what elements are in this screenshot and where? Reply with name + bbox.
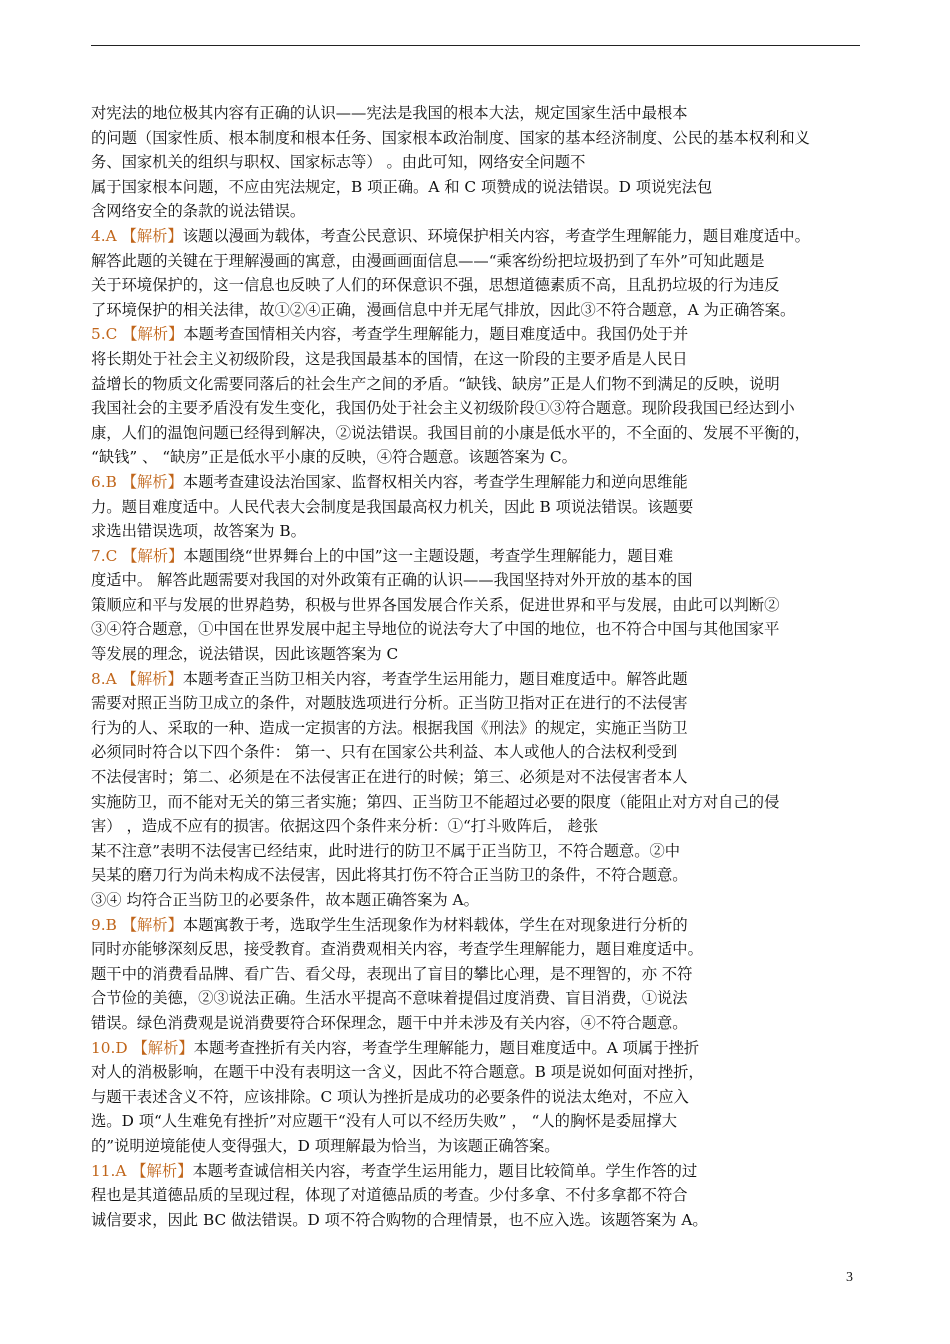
text-line (91, 617, 871, 642)
answer-explanations (91, 101, 871, 1232)
line-text: 属于国家根本问题，不应由宪法规定，B 项正确。A 和 C 项赞成的说法错误。D 项说宪法包 (91, 177, 713, 196)
question-number: 7.C (91, 546, 123, 565)
question-number: 6.B (91, 472, 122, 491)
question-explanation-start (91, 544, 871, 569)
text-line (91, 1183, 871, 1208)
line-text: 康，人们的温饱问题已经得到解决，②说法错误。我国目前的小康是低水平的，不全面的、发展不平衡的， (91, 423, 810, 442)
text-line (91, 790, 871, 815)
text-line (91, 568, 871, 593)
text-line (91, 1134, 871, 1159)
line-text: 关于环境保护的，这一信息也反映了人们的环保意识不强，思想道德素质不高，且乱扔垃圾的行为违反 (91, 276, 780, 295)
question-explanation-start (91, 470, 871, 495)
text-line (91, 888, 871, 913)
line-text: 将长期处于社会主义初级阶段，这是我国最基本的国情，在这一阶段的主要矛盾是人民日 (91, 349, 688, 368)
line-text: 对人的消极影响，在题干中没有表明这一含义，因此不符合题意。B 项是说如何面对挫折， (91, 1063, 704, 1082)
text-line (91, 986, 871, 1011)
text-line (91, 175, 871, 200)
line-text: 务、国家机关的组织与职权、国家标志等） 。由此可知，网络安全问题不 (91, 153, 586, 172)
line-text: 合节俭的美德，②③说法正确。生活水平提高不意味着提倡过度消费、盲目消费，①说法 (91, 989, 688, 1008)
line-text: 需要对照正当防卫成立的条件，对题肢选项进行分析。正当防卫指对正在进行的不法侵害 (91, 694, 688, 713)
line-text: 行为的人、采取的一种、造成一定损害的方法。根据我国《刑法》的规定，实施正当防卫 (91, 718, 688, 737)
text-line (91, 298, 871, 323)
analysis-tag: 【解析】 (121, 472, 183, 491)
question-number: 11.A (91, 1161, 132, 1180)
text-line (91, 1109, 871, 1134)
text-line (91, 1060, 871, 1085)
text-line (91, 421, 871, 446)
line-text: 的”说明逆境能使人变得强大，D 项理解最为恰当，为该题正确答案。 (91, 1136, 560, 1155)
question-number: 10.D (91, 1038, 133, 1057)
text-line (91, 445, 871, 470)
analysis-tag: 【解析】 (121, 226, 183, 245)
line-text: 的问题（国家性质、根本制度和根本任务、国家根本政治制度、国家的基本经济制度、公民的基本权利和义 (91, 128, 810, 147)
text-line (91, 519, 871, 544)
text-line (91, 1011, 871, 1036)
line-text: 本题考查国情相关内容，考查学生理解能力，题目难度适中。我国仍处于并 (183, 325, 689, 344)
text-line (91, 863, 871, 888)
analysis-tag: 【解析】 (122, 546, 184, 565)
line-text: 诚信要求，因此 BC 做法错误。D 项不符合购物的合理情景，也不应入选。该题答案为 A。 (91, 1210, 708, 1229)
line-text: 了环境保护的相关法律，故①②④正确，漫画信息中并无尾气排放，因此③不符合题意，A 为正确答案。 (91, 300, 796, 319)
text-line (91, 765, 871, 790)
line-text: 含网络安全的条款的说法错误。 (91, 202, 306, 221)
text-line (91, 396, 871, 421)
line-text: 对宪法的地位极其内容有正确的认识——宪法是我国的根本大法，规定国家生活中最根本 (91, 104, 688, 122)
question-explanation-start (91, 224, 871, 249)
line-text: 错误。绿色消费观是说消费要符合环保理念，题干中并未涉及有关内容，④不符合题意。 (91, 1013, 688, 1032)
line-text: 本题寓教于考，选取学生生活现象作为材料载体，学生在对现象进行分析的 (182, 915, 688, 934)
header-rule (91, 45, 860, 46)
text-line (91, 691, 871, 716)
text-line (91, 347, 871, 372)
text-line (91, 740, 871, 765)
line-text: 实施防卫，而不能对无关的第三者实施；第四、正当防卫不能超过必要的限度（能阻止对方对自己的侵 (91, 792, 780, 811)
line-text: 吴某的磨刀行为尚未构成不法侵害，因此将其打伤不符合正当防卫的条件，不符合题意。 (91, 866, 688, 885)
analysis-tag: 【解析】 (122, 325, 184, 344)
line-text: 选。D 项“人生难免有挫折”对应题干“没有人可以不经历失败” ， “人的胸怀是委屈撑大 (91, 1112, 678, 1131)
question-number: 5.C (91, 325, 123, 344)
analysis-tag: 【解析】 (121, 915, 183, 934)
line-text: 益增长的物质文化需要同落后的社会生产之间的矛盾。“缺钱、缺房”正是人们物不到满足的反映，说明 (91, 374, 780, 393)
analysis-tag: 【解析】 (131, 1161, 193, 1180)
question-number: 8.A (91, 669, 122, 688)
line-text: 同时亦能够深刻反思，接受教育。查消费观相关内容，考查学生理解能力，题目难度适中。 (91, 940, 703, 959)
text-line (91, 150, 871, 175)
page-number: 3 (846, 1270, 853, 1285)
analysis-tag: 【解析】 (132, 1038, 194, 1057)
text-line (91, 839, 871, 864)
line-text: 力。题目难度适中。人民代表大会制度是我国最高权力机关，因此 B 项说法错误。该题要 (91, 497, 694, 516)
line-text: “缺钱” 、 “缺房”正是低水平小康的反映，④符合题意。该题答案为 C。 (91, 448, 577, 467)
question-explanation-start (91, 1036, 871, 1061)
text-line (91, 814, 871, 839)
text-line (91, 593, 871, 618)
line-text: 该题以漫画为载体，考查公民意识、环境保护相关内容，考查学生理解能力，题目难度适中。 (182, 226, 810, 245)
text-line (91, 962, 871, 987)
line-text: 策顺应和平与发展的世界趋势，积极与世界各国发展合作关系，促进世界和平与发展，由此可以判断② (91, 595, 780, 614)
line-text: 本题考查建设法治国家、监督权相关内容，考查学生理解能力和逆向思维能 (182, 472, 688, 491)
line-text: 程也是其道德品质的呈现过程，体现了对道德品质的考查。少付多拿、不付多拿都不符合 (91, 1186, 688, 1205)
line-text: 本题考查挫折有关内容，考查学生理解能力，题目难度适中。A 项属于挫折 (193, 1038, 700, 1057)
line-text: 本题考查诚信相关内容，考查学生运用能力，题目比较简单。学生作答的过 (192, 1161, 698, 1180)
line-text: 不法侵害时；第二、必须是在不法侵害正在进行的时候；第三、必须是对不法侵害者本人 (91, 768, 688, 787)
text-line (91, 126, 871, 151)
question-explanation-start (91, 667, 871, 692)
line-text: ③④符合题意，①中国在世界发展中起主导地位的说法夸大了中国的地位，也不符合中国与其他国家平 (91, 620, 780, 639)
question-explanation-start (91, 322, 871, 347)
text-line (91, 273, 871, 298)
text-line (91, 1085, 871, 1110)
line-text: 等发展的理念，说法错误，因此该题答案为 C (91, 645, 399, 664)
question-number: 4.A (91, 226, 122, 245)
question-explanation-start (91, 1159, 871, 1184)
line-text: 与题干表述含义不符，应该排除。C 项认为挫折是成功的必要条件的说法太绝对，不应入 (91, 1087, 689, 1106)
question-number: 9.B (91, 915, 122, 934)
analysis-tag: 【解析】 (121, 669, 183, 688)
text-line (91, 495, 871, 520)
text-line (91, 249, 871, 274)
text-line (91, 372, 871, 397)
line-text: 某不注意”表明不法侵害已经结束，此时进行的防卫不属于正当防卫，不符合题意。②中 (91, 841, 681, 860)
text-line (91, 937, 871, 962)
line-text: 害） ，造成不应有的损害。依据这四个条件来分析：①“打斗败阵后， 趁张 (91, 817, 599, 836)
line-text: 题干中的消费看品牌、看广告、看父母，表现出了盲目的攀比心理，是不理智的，亦 不符 (91, 964, 693, 983)
text-line (91, 716, 871, 741)
line-text: 必须同时符合以下四个条件： 第一、只有在国家公共利益、本人或他人的合法权利受到 (91, 743, 678, 762)
text-line (91, 1208, 871, 1233)
line-text: 我国社会的主要矛盾没有发生变化，我国仍处于社会主义初级阶段①③符合题意。现阶段我国已经达到小 (91, 399, 795, 418)
line-text: 度适中。 解答此题需要对我国的对外政策有正确的认识——我国坚持对外开放的基本的国 (91, 571, 693, 590)
line-text: 本题考查正当防卫相关内容，考查学生运用能力，题目难度适中。解答此题 (182, 669, 688, 688)
text-line (91, 101, 871, 126)
text-line (91, 199, 871, 224)
line-text: 解答此题的关键在于理解漫画的寓意，由漫画画面信息——“乘客纷纷把垃圾扔到了车外”可知此题是 (91, 251, 765, 270)
line-text: ③④ 均符合正当防卫的必要条件，故本题正确答案为 A。 (91, 891, 479, 909)
line-text: 本题围绕“世界舞台上的中国”这一主题设题，考查学生理解能力，题目难 (183, 546, 674, 565)
line-text: 求选出错误选项，故答案为 B。 (91, 522, 306, 541)
text-line (91, 642, 871, 667)
question-explanation-start (91, 913, 871, 938)
